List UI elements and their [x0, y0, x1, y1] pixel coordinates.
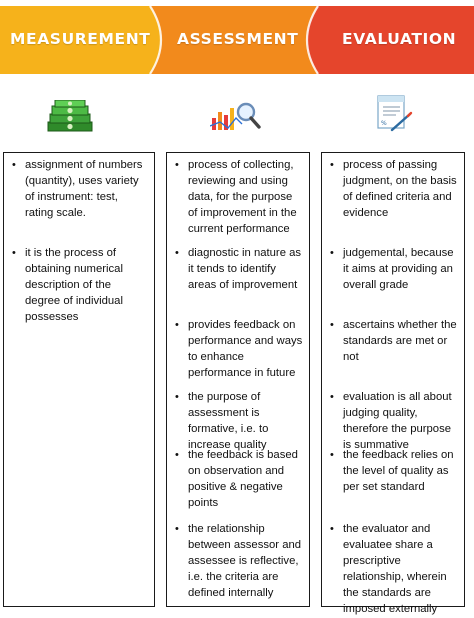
list-item: [175, 317, 303, 381]
list-item: [330, 157, 458, 221]
list-item: [330, 521, 458, 617]
list-item: [12, 245, 148, 325]
bullet-icon: •: [330, 391, 334, 403]
bullet-icon: •: [175, 247, 179, 259]
bullet-icon: •: [12, 159, 16, 171]
assessment-point-2: diagnostic in nature as it tends to identify areas of improvement: [188, 247, 302, 291]
bullet-icon: •: [12, 247, 16, 259]
list-item: [330, 389, 458, 453]
bullet-icon: •: [330, 247, 334, 259]
bullet-icon: •: [330, 449, 334, 461]
evaluation-point-4: evaluation is all about judging quality, therefore the purpose is summative: [343, 391, 452, 451]
assessment-heading: ASSESSMENT: [177, 30, 299, 48]
evaluation-column: [321, 152, 465, 615]
money-stack-icon: [46, 100, 94, 139]
bullet-icon: •: [330, 523, 334, 535]
evaluation-point-6: the evaluator and evaluatee share a prescriptive relationship, wherein the standards are imposed externally: [343, 523, 447, 615]
evaluation-point-5: the feedback relies on the level of quality as per set standard: [343, 449, 454, 493]
bullet-icon: •: [175, 523, 179, 535]
assessment-point-5: the feedback is based on observation and positive & negative points: [188, 449, 298, 509]
measurement-point-2: it is the process of obtaining numerical description of the degree of individual possesses: [25, 247, 123, 323]
assessment-point-4: the purpose of assessment is formative, i.e. to increase quality: [188, 391, 269, 451]
evaluation-point-2: judgemental, because it aims at providing an overall grade: [343, 247, 454, 291]
measurement-column: [3, 152, 155, 607]
list-item: [330, 447, 458, 495]
measurement-point-1: assignment of numbers (quantity), uses variety of instrument: test, rating scale.: [25, 159, 143, 219]
list-item: [330, 317, 458, 365]
evaluation-heading: EVALUATION: [342, 30, 457, 48]
bullet-icon: •: [175, 449, 179, 461]
assessment-column: [166, 152, 310, 607]
document-checklist-icon: [374, 94, 414, 139]
header-banner: [0, 0, 474, 76]
evaluation-point-3: ascertains whether the standards are met or not: [343, 319, 457, 363]
chart-magnifier-icon: [210, 100, 262, 139]
assessment-point-3: provides feedback on performance and ways to enhance performance in future: [188, 319, 303, 379]
list-item: [175, 245, 303, 293]
bullet-icon: •: [175, 391, 179, 403]
bullet-icon: •: [330, 159, 334, 171]
assessment-point-1: process of collecting, reviewing and using data, for the purpose of improvement in the current performance: [188, 159, 297, 235]
list-item: [175, 521, 303, 601]
list-item: [175, 447, 303, 511]
assessment-point-6: the relationship between assessor and assessee is reflective, i.e. the criteria are defined internally: [188, 523, 302, 599]
evaluation-point-1: process of passing judgment, on the basis of defined criteria and evidence: [343, 159, 457, 219]
svg-text:%: %: [381, 120, 387, 127]
bullet-icon: •: [175, 319, 179, 331]
measurement-heading: MEASUREMENT: [10, 30, 151, 48]
list-item: [12, 157, 148, 221]
bullet-icon: •: [330, 319, 334, 331]
list-item: [330, 245, 458, 293]
list-item: [175, 157, 303, 237]
list-item: [175, 389, 303, 453]
bullet-icon: •: [175, 159, 179, 171]
